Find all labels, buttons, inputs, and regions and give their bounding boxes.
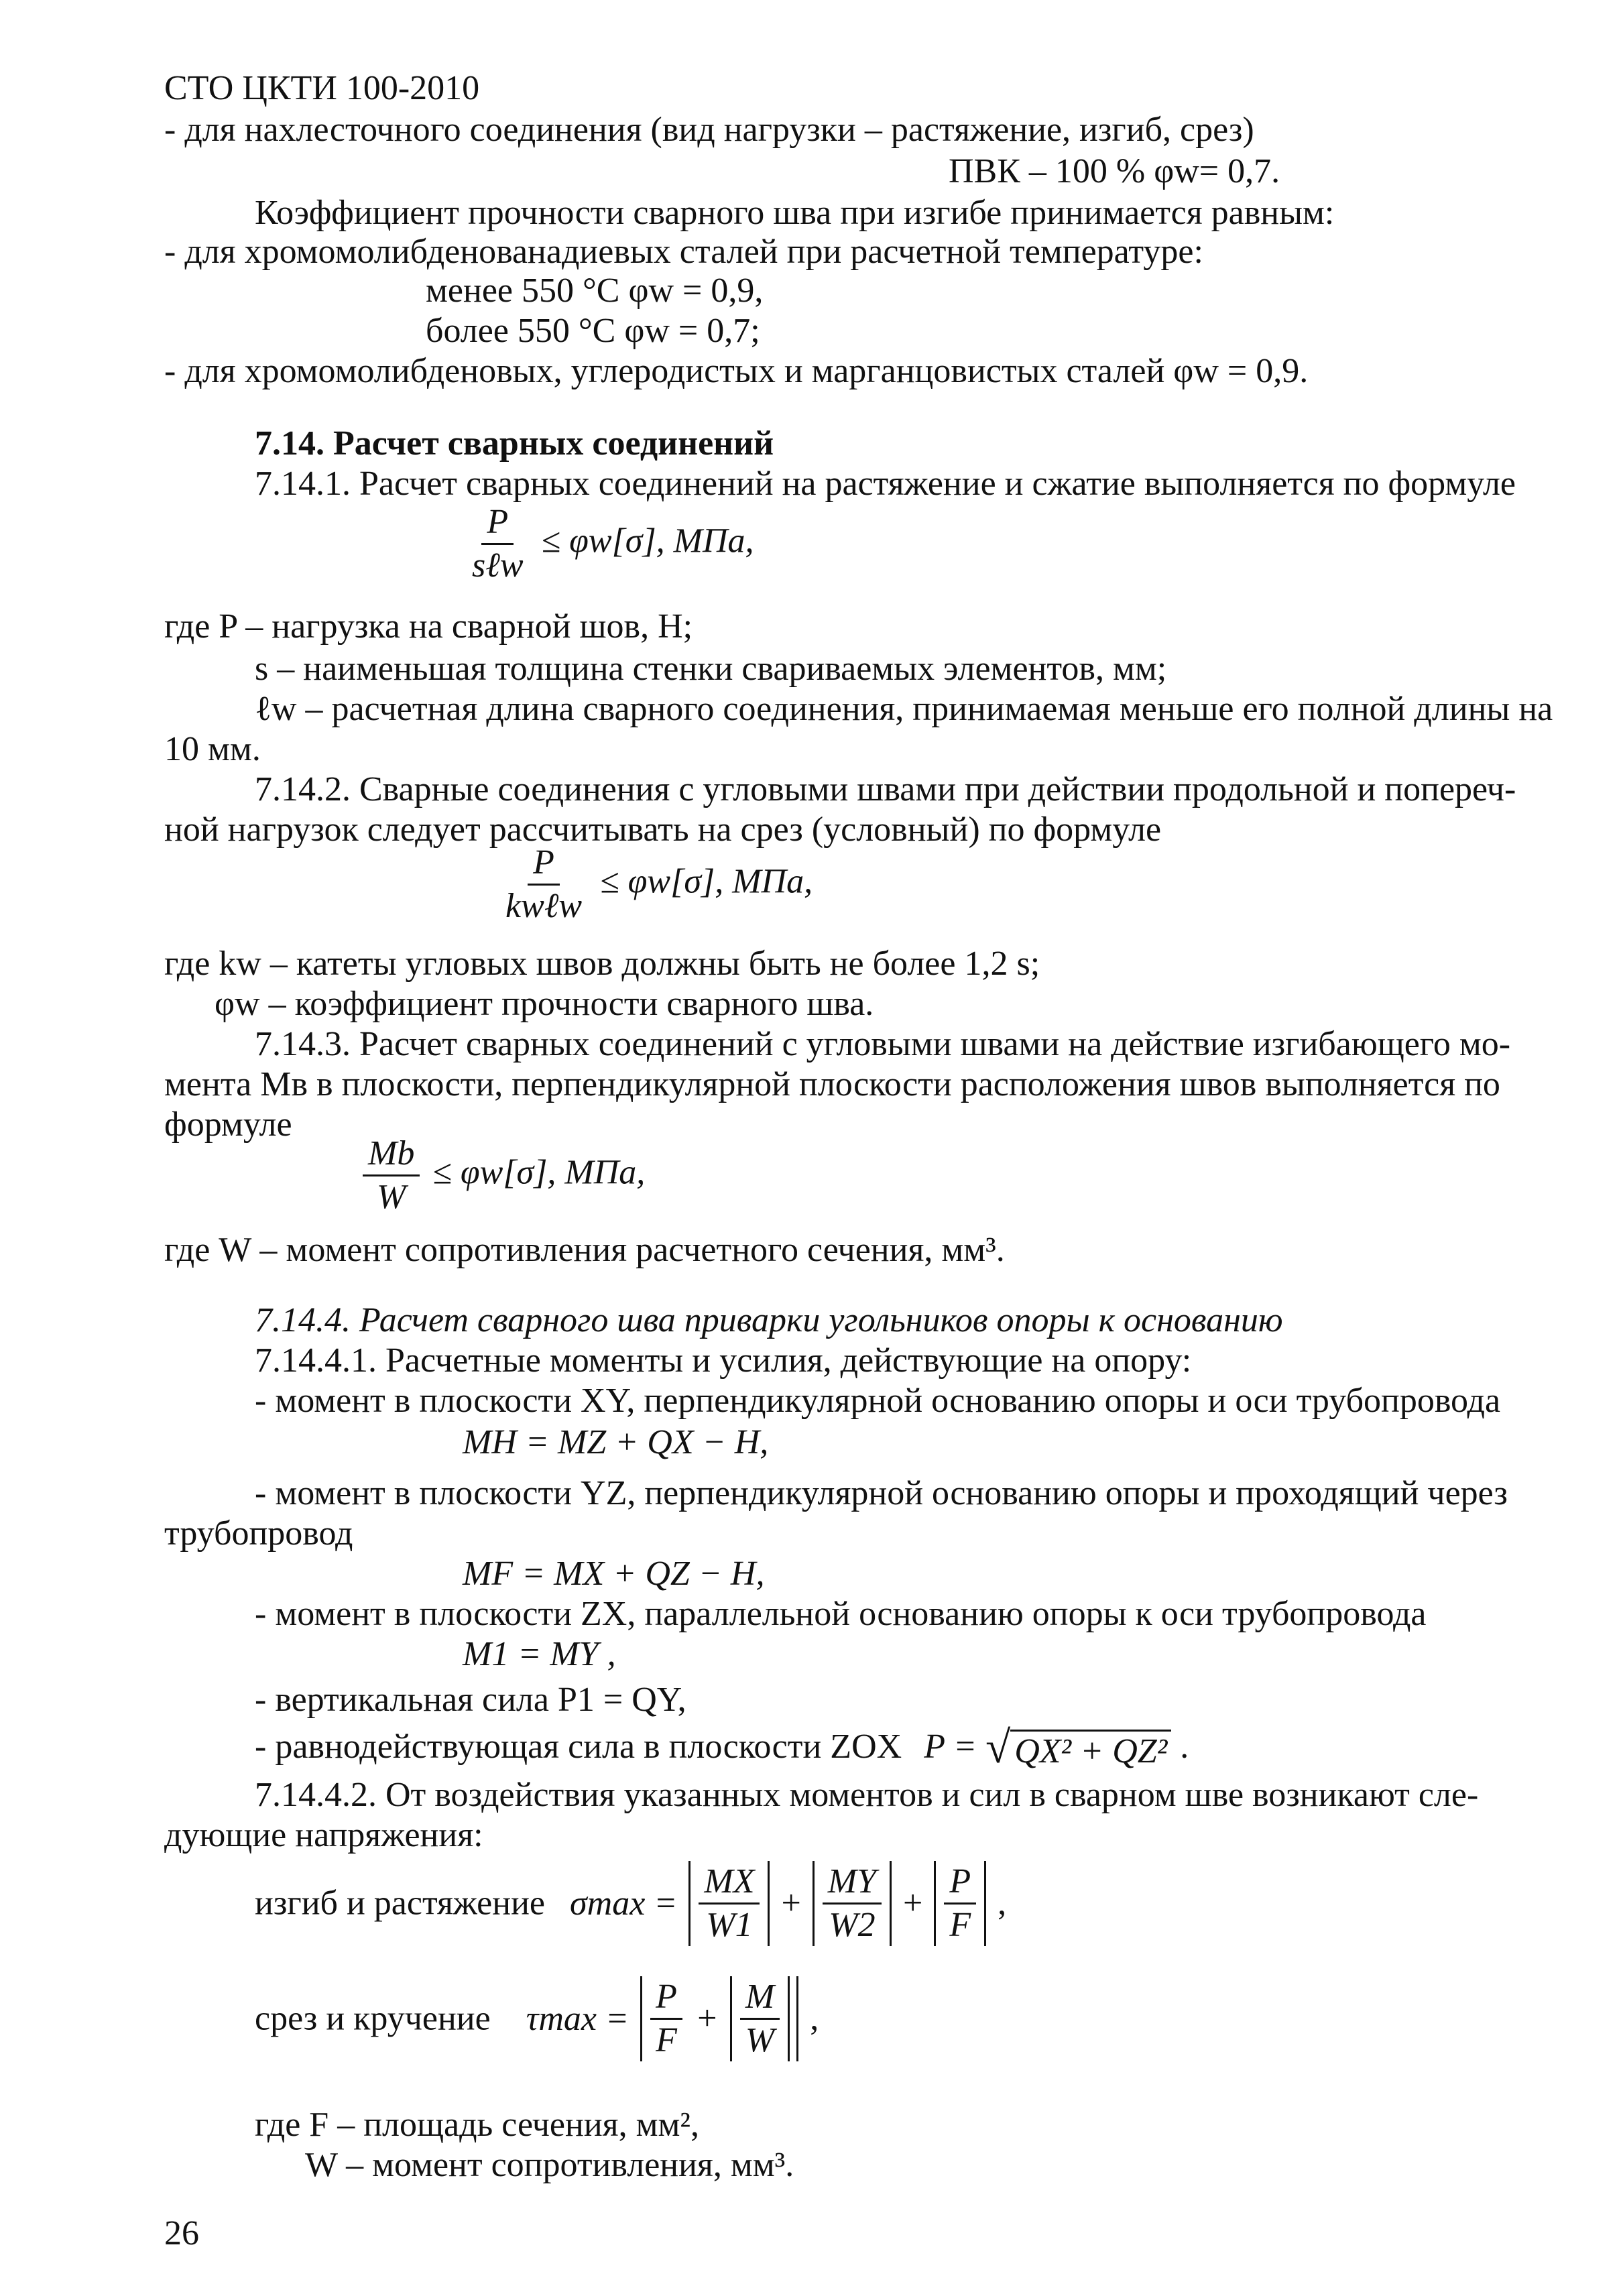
formula-mh: MH = MZ + QX − H, <box>463 1423 769 1461</box>
formula-2: $\frac{P}{\text{kwℓw}}$ ≤ φw[σ], МПа, <box>505 843 813 925</box>
text-line: φw – коэффициент прочности сварного шва. <box>215 985 874 1023</box>
text-line: ПВК – 100 % φw= 0,7. <box>949 152 1280 190</box>
formula-mf: MF = MX + QZ − H, <box>463 1555 765 1593</box>
text-line: - вертикальная сила P1 = QY, <box>255 1681 686 1719</box>
text-line: ной нагрузок следует рассчитывать на срез (условный) по формуле <box>164 810 1162 849</box>
section-heading: 7.14. Расчет сварных соединений <box>255 424 774 463</box>
text-line: где F – площадь сечения, мм², <box>255 2106 699 2144</box>
document-code-header: СТО ЦКТИ 100-2010 <box>164 69 480 107</box>
text-line: s – наименьшая толщина стенки свариваемых элементов, мм; <box>255 650 1167 688</box>
text-line: формуле <box>164 1105 292 1144</box>
formula-m1: M1 = MY , <box>463 1635 616 1673</box>
text-line: мента Mв в плоскости, перпендикулярной плоскости расположения швов выполняется по <box>164 1065 1500 1103</box>
text-line: - момент в плоскости ZX, параллельной основанию опоры к оси трубопровода <box>255 1595 1427 1633</box>
text-line: - для хромомолибденовых, углеродистых и марганцовистых сталей φw = 0,9. <box>164 352 1309 390</box>
formula-tau-max: срез и кручение τmax = $\frac{P}{F}$ + $\frac{M}{W}$ , <box>255 1976 819 2070</box>
text-line: менее 550 °С φw = 0,9, <box>426 271 764 310</box>
page-number: 26 <box>164 2214 199 2252</box>
text-line: более 550 °С φw = 0,7; <box>426 312 760 350</box>
formula-1: $\frac{P}{\text{sℓw}}$ ≤ φw[σ], МПа, <box>472 503 754 585</box>
text-line: где kw – катеты угловых швов должны быть не более 1,2 s; <box>164 945 1040 983</box>
text-line: дующие напряжения: <box>164 1816 483 1854</box>
text-line: 7.14.4.2. От воздействия указанных моментов и сил в сварном шве возникают сле- <box>255 1776 1479 1814</box>
text-line: - для нахлесточного соединения (вид нагрузки – растяжение, изгиб, срез) <box>164 111 1254 149</box>
text-line: где W – момент сопротивления расчетного сечения, мм³. <box>164 1231 1005 1269</box>
text-line: 7.14.3. Расчет сварных соединений с угловыми швами на действие изгибающего мо- <box>255 1025 1511 1063</box>
text-line: - момент в плоскости YZ, перпендикулярной основанию опоры и проходящий через <box>255 1474 1508 1512</box>
text-line: трубопровод <box>164 1514 353 1553</box>
formula-3: $\frac{Mb}{W}$ ≤ φw[σ], МПа, <box>359 1133 645 1233</box>
text-line: ℓw – расчетная длина сварного соединения, принимаемая меньше его полной длины на <box>255 690 1553 728</box>
text-line: 7.14.2. Сварные соединения с угловыми швами при действии продольной и попереч- <box>255 770 1516 808</box>
resultant-force-line: - равнодействующая сила в плоскости ZOX P = √ QX² + QZ² . <box>255 1722 1189 1773</box>
text-line: 7.14.4.1. Расчетные моменты и усилия, действующие на опору: <box>255 1341 1192 1380</box>
text-line: - момент в плоскости XY, перпендикулярной основанию опоры и оси трубопровода <box>255 1382 1501 1420</box>
text-line: 10 мм. <box>164 730 261 768</box>
text-line: 7.14.1. Расчет сварных соединений на растяжение и сжатие выполняется по формуле <box>255 465 1516 503</box>
text-line: Коэффициент прочности сварного шва при изгибе принимается равным: <box>255 194 1335 232</box>
text-line: W – момент сопротивления, мм³. <box>305 2146 794 2184</box>
formula-sigma-max: изгиб и растяжение σmax = $\frac{MX}{W1}$ + $\frac{MY}{W2}$ + $\frac{P}{F}$ , <box>255 1861 1006 1955</box>
text-line: где P – нагрузка на сварной шов, Н; <box>164 607 693 646</box>
subsection-heading: 7.14.4. Расчет сварного шва приварки угольников опоры к основанию <box>255 1301 1283 1339</box>
text-line: - для хромомолибденованадиевых сталей при расчетной температуре: <box>164 233 1203 271</box>
